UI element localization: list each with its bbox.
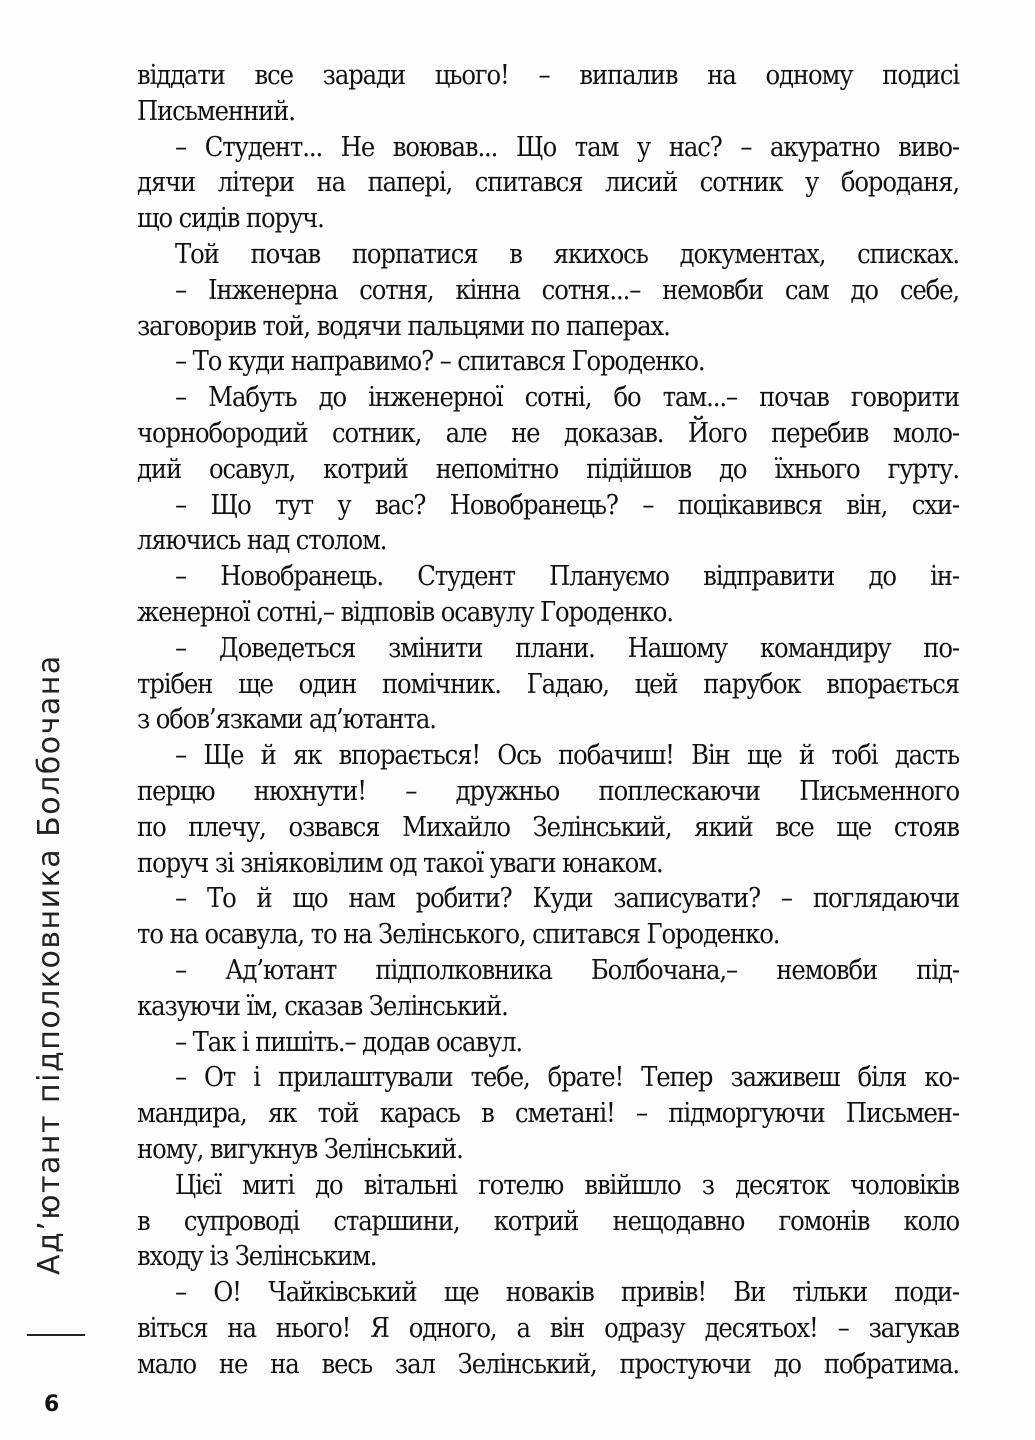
text-line: Той почав порпатися в якихось документах, списках. [175, 238, 959, 270]
text-line: дячи літери на папері, спитався лисий сотник у бороданя, [137, 167, 959, 199]
text-line: казуючи їм, сказав Зелінський. [137, 990, 508, 1022]
text-line: поруч зі зніяковілим од такої уваги юнаком. [137, 847, 663, 879]
text-line: чорнобородий сотник, але не доказав. Його перебив моло- [137, 417, 959, 449]
text-line: – То куди направимо? – спитався Городенко. [175, 346, 705, 378]
text-line: по плечу, озвався Михайло Зелінський, який все ще стояв [137, 811, 959, 843]
text-line: входу із Зелінським. [137, 1241, 377, 1273]
text-line: в супроводі старшини, котрий нещодавно гомонів коло [137, 1205, 959, 1237]
text-line: – Доведеться змінити плани. Нашому командиру по- [175, 632, 959, 664]
text-line: перцю нюхнути! – дружньо поплескаючи Письменного [137, 775, 959, 807]
text-line: мандира, як той карась в сметані! – підморгуючи Письмен- [137, 1098, 959, 1130]
text-line: мало не на весь зал Зелінський, простуючи до побратима. [137, 1348, 959, 1380]
text-line: – То й що нам робити? Куди записувати? – поглядаючи [175, 883, 959, 915]
text-line: Цієї миті до вітальні готелю ввійшло з десяток чоловіків [175, 1169, 959, 1201]
text-line: ляючись над столом. [137, 525, 387, 557]
body-text [137, 58, 959, 1382]
text-line: – Інженерна сотня, кінна сотня...– немовби сам до себе, [175, 274, 959, 306]
text-line: – Що тут у вас? Новобранець? – поцікавився він, схи- [175, 489, 959, 521]
text-line: віддати все заради цього! – випалив на одному подисі [137, 60, 959, 91]
text-line: заговорив той, водячи пальцями по паперах. [137, 310, 670, 342]
text-line: женерної сотні,– відповів осавулу Городенко. [137, 596, 673, 628]
text-line: ному, вигукнув Зелінський. [137, 1133, 463, 1165]
running-title: Ад’ютант підполковника Болбочана [32, 654, 67, 1275]
text-line: – Так і пишіть.– додав осавул. [175, 1026, 523, 1058]
text-line: – Студент... Не воював... Що там у нас? – акуратно виво- [175, 131, 959, 163]
text-line: з обов’язками ад’ютанта. [137, 704, 436, 736]
page-number: 6 [44, 1392, 60, 1417]
text-line: – Новобранець. Студент Плануємо відправити до ін- [175, 561, 959, 593]
text-line: – Мабуть до інженерної сотні, бо там...– почав говорити [175, 382, 959, 414]
text-line: віться на нього! Я одного, а він одразу десятьох! – загукав [137, 1312, 959, 1344]
text-line: – О! Чайківський ще новаків привів! Ви тільки поди- [175, 1277, 959, 1309]
text-line: – Ще й як впорається! Ось побачиш! Він ще й тобі дасть [175, 740, 959, 772]
text-line: Письменний. [137, 95, 295, 127]
text-line: – От і прилаштували тебе, брате! Тепер заживеш біля ко- [175, 1062, 959, 1094]
text-line: то на осавула, то на Зелінського, спитався Городенко. [137, 919, 780, 951]
text-line: що сидів поруч. [137, 203, 324, 235]
text-line: – Ад’ютант підполковника Болбочана,– немовби під- [175, 954, 959, 986]
text-line: дий осавул, котрий непомітно підійшов до їхнього гурту. [137, 453, 959, 485]
margin-rule-divider [27, 1334, 85, 1336]
text-line: трібен ще один помічник. Гадаю, цей парубок впорається [137, 668, 959, 700]
